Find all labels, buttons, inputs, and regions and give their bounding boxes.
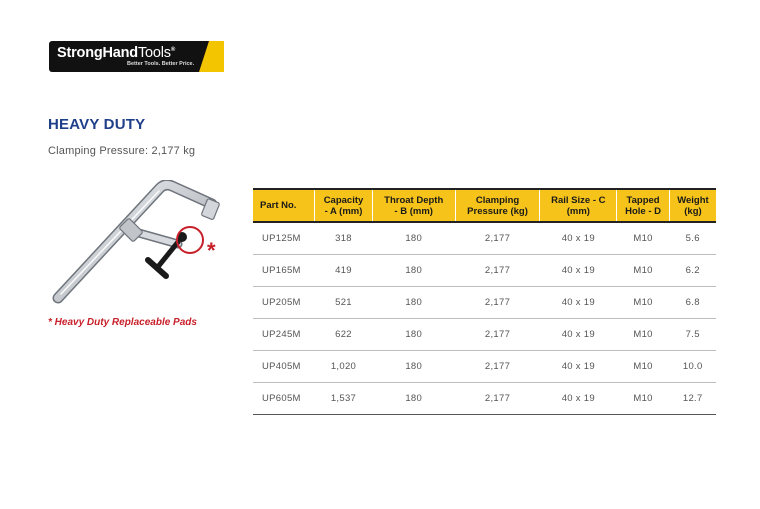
logo-name-bold: StrongHand bbox=[57, 45, 138, 61]
table-row bbox=[253, 318, 716, 350]
pad-asterisk-marker: * bbox=[207, 238, 216, 263]
table-cell: 40 x 19 bbox=[540, 318, 617, 350]
column-header-line: Weight bbox=[677, 194, 709, 206]
clamp-rail bbox=[58, 185, 212, 298]
column-header bbox=[315, 189, 373, 222]
column-header-line: - A (mm) bbox=[324, 205, 363, 217]
table-cell: M10 bbox=[617, 222, 670, 254]
column-header-line: Pressure (kg) bbox=[467, 205, 528, 217]
table-row bbox=[253, 254, 716, 286]
table-cell: 6.2 bbox=[669, 254, 716, 286]
column-header-line: - B (mm) bbox=[394, 205, 433, 217]
table-cell: M10 bbox=[617, 382, 670, 414]
table-cell: 40 x 19 bbox=[540, 254, 617, 286]
part-number-cell: UP605M bbox=[253, 382, 315, 414]
table-cell: 419 bbox=[315, 254, 373, 286]
table-cell: M10 bbox=[617, 254, 670, 286]
logo-name-light: Tools bbox=[137, 45, 171, 61]
logo-registered-mark: ® bbox=[170, 47, 176, 54]
column-header-line: Clamping bbox=[475, 194, 520, 206]
table-cell: 180 bbox=[372, 382, 455, 414]
logo-tagline: Better Tools. Better Price. bbox=[127, 61, 195, 67]
table-row bbox=[253, 222, 716, 254]
column-header-line: Hole - D bbox=[625, 205, 661, 217]
column-header-line: Tapped bbox=[626, 194, 660, 206]
table-row bbox=[253, 350, 716, 382]
table-cell: 40 x 19 bbox=[540, 382, 617, 414]
table-cell: 622 bbox=[315, 318, 373, 350]
column-header bbox=[669, 189, 716, 222]
logo-wordmark bbox=[57, 45, 175, 61]
table-cell: 1,537 bbox=[315, 382, 373, 414]
sliding-arm bbox=[119, 218, 178, 244]
brand-logo bbox=[49, 41, 224, 72]
table-cell: 2,177 bbox=[455, 254, 540, 286]
table-body bbox=[253, 222, 716, 414]
table-cell: M10 bbox=[617, 286, 670, 318]
column-header bbox=[455, 189, 540, 222]
table-cell: 2,177 bbox=[455, 222, 540, 254]
table-cell: 7.5 bbox=[669, 318, 716, 350]
table-row bbox=[253, 382, 716, 414]
column-header bbox=[372, 189, 455, 222]
column-header-line: (kg) bbox=[684, 205, 702, 217]
part-number-cell: UP165M bbox=[253, 254, 315, 286]
table-cell: M10 bbox=[617, 318, 670, 350]
table-cell: 2,177 bbox=[455, 286, 540, 318]
table-cell: 180 bbox=[372, 286, 455, 318]
column-header-line: Part No. bbox=[260, 200, 297, 211]
table-cell: 6.8 bbox=[669, 286, 716, 318]
clamp-illustration bbox=[44, 180, 234, 310]
table-cell: 180 bbox=[372, 350, 455, 382]
column-header-line: (mm) bbox=[566, 205, 590, 217]
part-number-cell: UP245M bbox=[253, 318, 315, 350]
column-header bbox=[617, 189, 670, 222]
table-cell: 1,020 bbox=[315, 350, 373, 382]
table-cell: 2,177 bbox=[455, 382, 540, 414]
table-cell: 12.7 bbox=[669, 382, 716, 414]
table-cell: 318 bbox=[315, 222, 373, 254]
column-header-line: Rail Size - C bbox=[551, 194, 606, 206]
column-header-line: Capacity bbox=[323, 194, 364, 206]
table-cell: 40 x 19 bbox=[540, 286, 617, 318]
part-number-cell: UP405M bbox=[253, 350, 315, 382]
section-subtitle: Clamping Pressure: 2,177 kg bbox=[48, 145, 196, 157]
spec-table bbox=[253, 188, 716, 415]
table-cell: 2,177 bbox=[455, 318, 540, 350]
table-cell: 40 x 19 bbox=[540, 350, 617, 382]
table-row bbox=[253, 286, 716, 318]
table-cell: 180 bbox=[372, 254, 455, 286]
column-header bbox=[540, 189, 617, 222]
figure-caption: * Heavy Duty Replaceable Pads bbox=[48, 317, 197, 328]
table-cell: 521 bbox=[315, 286, 373, 318]
part-number-cell: UP125M bbox=[253, 222, 315, 254]
table-cell: 180 bbox=[372, 222, 455, 254]
part-number-cell: UP205M bbox=[253, 286, 315, 318]
table-cell: 10.0 bbox=[669, 350, 716, 382]
table-cell: 180 bbox=[372, 318, 455, 350]
table-cell: 2,177 bbox=[455, 350, 540, 382]
section-title: HEAVY DUTY bbox=[48, 116, 146, 133]
table-header-row bbox=[253, 189, 716, 222]
table-cell: 5.6 bbox=[669, 222, 716, 254]
table-cell: 40 x 19 bbox=[540, 222, 617, 254]
table-cell: M10 bbox=[617, 350, 670, 382]
column-header-line: Throat Depth bbox=[384, 194, 444, 206]
column-header bbox=[253, 189, 315, 222]
